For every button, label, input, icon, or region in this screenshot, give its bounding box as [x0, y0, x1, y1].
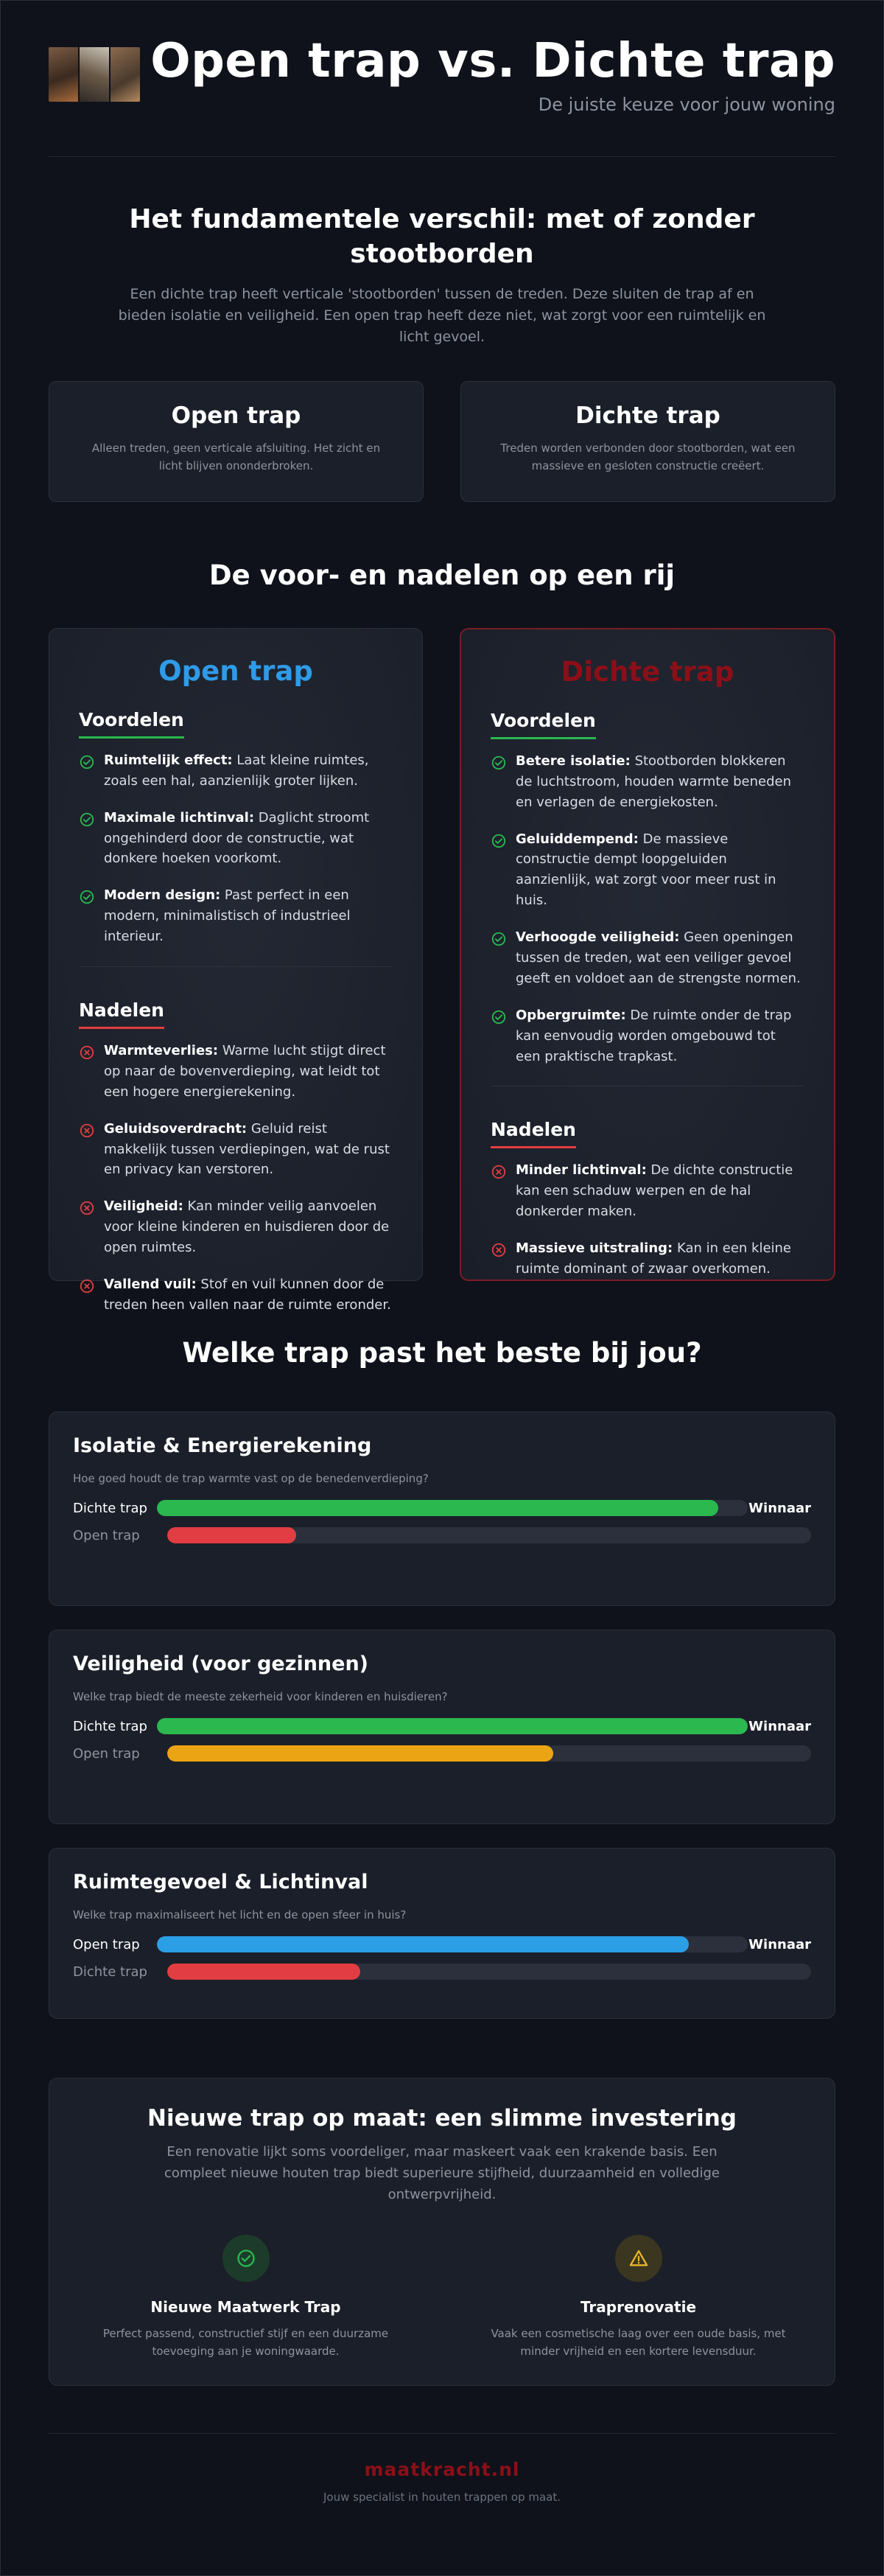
item-label: Ruimtelijk effect:	[104, 752, 233, 768]
score-bar-label: Open trap	[73, 1936, 140, 1952]
item-text	[104, 808, 393, 870]
page-subtitle: De juiste keuze voor jouw woning	[538, 94, 835, 115]
score-bar-row	[73, 1744, 811, 1764]
score-bar-track	[167, 1745, 811, 1762]
score-bar-fill	[157, 1718, 748, 1734]
pros-list	[491, 751, 804, 1067]
check-circle-icon	[491, 833, 507, 849]
definition-card-open	[49, 381, 424, 502]
item-label: Maximale lichtinval:	[104, 809, 255, 825]
card-title: Open trap	[158, 655, 313, 687]
con-item	[491, 1238, 804, 1280]
pro-item	[79, 750, 393, 792]
winner-badge: Winnaar	[748, 1500, 811, 1516]
score-card-title: Ruimtegevoel & Lichtinval	[73, 1870, 368, 1893]
score-card-question: Welke trap maximaliseert het licht en de open sfeer in huis?	[73, 1907, 407, 1921]
photo-panel	[110, 47, 140, 102]
item-label: Opbergruimte:	[516, 1007, 626, 1023]
check-circle-icon	[491, 755, 507, 771]
item-text	[516, 1005, 804, 1067]
item-label: Minder lichtinval:	[516, 1162, 647, 1179]
score-bar-track	[157, 1500, 748, 1516]
item-text	[104, 1041, 393, 1103]
con-item	[491, 1160, 804, 1222]
con-item	[79, 1274, 393, 1316]
con-item	[79, 1119, 393, 1181]
pro-item	[491, 1005, 804, 1067]
investment-title: Nieuwe trap op maat: een slimme investering	[147, 2104, 737, 2132]
x-circle-icon	[491, 1164, 507, 1180]
score-bar-label: Dichte trap	[73, 1500, 147, 1516]
score-bar-fill	[157, 1936, 689, 1952]
score-bar-row	[73, 1526, 811, 1546]
option-new-stair	[49, 2235, 442, 2360]
item-text	[104, 885, 393, 947]
score-bar-fill	[167, 1745, 553, 1762]
intro-section	[49, 157, 835, 502]
header-text	[150, 34, 835, 115]
item-text	[516, 1238, 804, 1280]
definition-card-closed	[460, 381, 835, 502]
page-title: Open trap vs. Dichte trap	[150, 33, 835, 88]
option-title: Traprenovatie	[580, 2298, 697, 2317]
intro-text: Een dichte trap heeft verticale 'stootborden' tussen de treden. Deze sluiten de trap af en bieden isolatie en veiligheid. Een open trap heeft deze niet, wat zorgt voor een ruimtelijk en licht gevoel.	[118, 285, 766, 346]
item-label: Verhoogde veiligheid:	[516, 929, 680, 946]
item-label: Vallend vuil:	[104, 1277, 197, 1293]
pro-item	[79, 885, 393, 947]
pro-item	[491, 927, 804, 989]
score-cards	[49, 1411, 835, 2019]
score-card-question: Hoe goed houdt de trap warmte vast op de benedenverdieping?	[73, 1471, 429, 1485]
cons-list	[491, 1160, 804, 1279]
card-title: Dichte trap	[561, 655, 734, 688]
check-icon	[222, 2235, 270, 2282]
score-bar-fill	[167, 1527, 296, 1543]
pros-heading: Voordelen	[79, 709, 184, 739]
footer	[49, 2433, 835, 2504]
item-description: Geen openingen tussen de treden, wat een veiliger gevoel geeft en voldoet aan de strengste normen.	[516, 929, 801, 986]
item-description: Warme lucht stijgt direct op naar de bovenverdieping, wat leidt tot een hogere energierekening.	[104, 1043, 386, 1100]
pros-heading: Voordelen	[491, 710, 596, 739]
score-bar-track	[157, 1718, 748, 1734]
score-bar-fill	[157, 1500, 718, 1516]
con-item	[79, 1041, 393, 1103]
score-card-title: Isolatie & Energierekening	[73, 1434, 372, 1457]
check-circle-icon	[491, 931, 507, 947]
definition-cards	[49, 381, 835, 502]
con-item	[79, 1196, 393, 1258]
item-label: Betere isolatie:	[516, 753, 631, 769]
check-circle-icon	[491, 1009, 507, 1025]
score-card	[49, 1411, 835, 1606]
score-bar-row	[73, 1962, 811, 1982]
pro-item	[79, 808, 393, 870]
x-circle-icon	[79, 1278, 95, 1294]
proscons-cards	[49, 628, 835, 1313]
pros-list	[79, 750, 393, 947]
investment-text: Een renovatie lijkt soms voordeliger, maar maskeert vaak een krakende basis. Een compleet nieuwe houten trap biedt superieure stijfheid, duurzaamheid en volledige ontwerpvrijheid.	[164, 2143, 720, 2202]
pro-item	[491, 751, 804, 813]
intro-title: Het fundamentele verschil: met of zonder stootborden	[129, 204, 755, 269]
item-text	[104, 1119, 393, 1181]
item-description: Daglicht stroomt ongehinderd door de constructie, wat donkere hoeken voorkomt.	[104, 809, 370, 867]
item-description: Stof en vuil kunnen door de treden heen vallen naar de ruimte eronder.	[104, 1277, 391, 1313]
option-text: Perfect passend, constructief stijf en een duurzame toevoeging aan je woningwaarde.	[102, 2327, 389, 2359]
option-renovation	[442, 2235, 835, 2360]
definition-card-text: Treden worden verbonden door stootborden, wat een massieve en gesloten constructie creëert.	[500, 441, 796, 472]
investment-section	[49, 2078, 835, 2386]
item-text	[516, 927, 804, 989]
item-description: Geluid reist makkelijk tussen verdiepingen, wat de rust en privacy kan verstoren.	[104, 1120, 390, 1178]
check-circle-icon	[79, 754, 95, 770]
score-bar-row	[73, 1935, 811, 1955]
item-text	[516, 829, 804, 912]
item-description: De dichte constructie kan een schaduw werpen en de hal donkerder maken.	[516, 1162, 793, 1220]
item-label: Geluidsoverdracht:	[104, 1120, 248, 1137]
item-label: Geluiddempend:	[516, 831, 639, 847]
item-label: Veiligheid:	[104, 1198, 183, 1215]
item-description: Stootborden blokkeren de luchtstroom, houden warmte beneden en verlagen de energiekosten.	[516, 753, 792, 810]
item-description: De ruimte onder de trap kan eenvoudig worden omgebouwd tot een praktische trapkast.	[516, 1007, 792, 1064]
item-label: Massieve uitstraling:	[516, 1240, 673, 1257]
closed-trap-card	[460, 628, 835, 1281]
winner-badge: Winnaar	[748, 1718, 811, 1734]
item-label: Modern design:	[104, 887, 221, 904]
scores-title: Welke trap past het beste bij jou?	[182, 1336, 702, 1369]
definition-card-text: Alleen treden, geen verticale afsluiting. Het zicht en licht blijven ononderbroken.	[91, 441, 381, 472]
score-bar-fill	[167, 1964, 360, 1980]
score-card-title: Veiligheid (voor gezinnen)	[73, 1652, 369, 1675]
cons-heading: Nadelen	[491, 1119, 576, 1148]
item-text	[104, 1196, 393, 1258]
score-bar-track	[157, 1936, 748, 1952]
score-card	[49, 1630, 835, 1824]
item-description: Kan in een kleine ruimte dominant of zwaar overkomen.	[516, 1240, 792, 1277]
header	[49, 1, 835, 157]
photo-panel	[80, 47, 109, 102]
definition-card-title: Open trap	[171, 402, 301, 429]
check-circle-icon	[79, 889, 95, 905]
cons-list	[79, 1041, 393, 1316]
score-bar-row	[73, 1498, 811, 1518]
item-description: De massieve constructie dempt loopgeluiden aanzienlijk, wat zorgt voor meer rust in huis.	[516, 831, 776, 909]
score-bar-label: Open trap	[73, 1745, 140, 1762]
option-title: Nieuwe Maatwerk Trap	[150, 2298, 341, 2317]
x-circle-icon	[79, 1123, 95, 1139]
item-text	[516, 1160, 804, 1222]
definition-card-title: Dichte trap	[575, 402, 720, 429]
footer-brand-link[interactable]: maatkracht.nl	[364, 2458, 520, 2480]
proscons-title: De voor- en nadelen op een rij	[208, 559, 676, 591]
score-bar-label: Open trap	[73, 1527, 140, 1543]
check-circle-icon	[79, 811, 95, 828]
item-text	[516, 751, 804, 813]
score-bar-track	[167, 1527, 811, 1543]
score-card-question: Welke trap biedt de meeste zekerheid voor kinderen en huisdieren?	[73, 1689, 448, 1703]
item-label: Warmteverlies:	[104, 1043, 219, 1059]
pro-item	[491, 829, 804, 912]
option-text: Vaak een cosmetische laag over een oude basis, met minder vrijheid en een kortere levensduur.	[491, 2327, 786, 2359]
warning-icon	[615, 2235, 662, 2282]
score-bar-row	[73, 1717, 811, 1736]
page-container	[49, 1, 835, 2504]
score-card	[49, 1848, 835, 2019]
score-bar-label: Dichte trap	[73, 1718, 147, 1734]
x-circle-icon	[79, 1200, 95, 1216]
winner-badge: Winnaar	[748, 1936, 811, 1952]
investment-options	[49, 2235, 835, 2360]
x-circle-icon	[491, 1242, 507, 1258]
x-circle-icon	[79, 1044, 95, 1061]
item-text	[104, 1274, 393, 1316]
score-bar-track	[167, 1964, 811, 1980]
item-description: Kan minder veilig aanvoelen voor kleine kinderen en huisdieren door de open ruimtes.	[104, 1198, 390, 1256]
photo-panel	[49, 47, 78, 102]
item-description: Laat kleine ruimtes, zoals een hal, aanzienlijk groter lijken.	[104, 752, 369, 789]
item-description: Past perfect in een modern, minimalistisch of industrieel interieur.	[104, 887, 351, 945]
footer-tagline: Jouw specialist in houten trappen op maat.	[323, 2490, 561, 2504]
open-trap-card	[49, 628, 423, 1313]
divider	[79, 966, 393, 967]
score-bar-label: Dichte trap	[73, 1964, 147, 1980]
item-text	[104, 750, 393, 792]
cons-heading: Nadelen	[79, 999, 164, 1029]
staircase-photo	[49, 47, 140, 102]
